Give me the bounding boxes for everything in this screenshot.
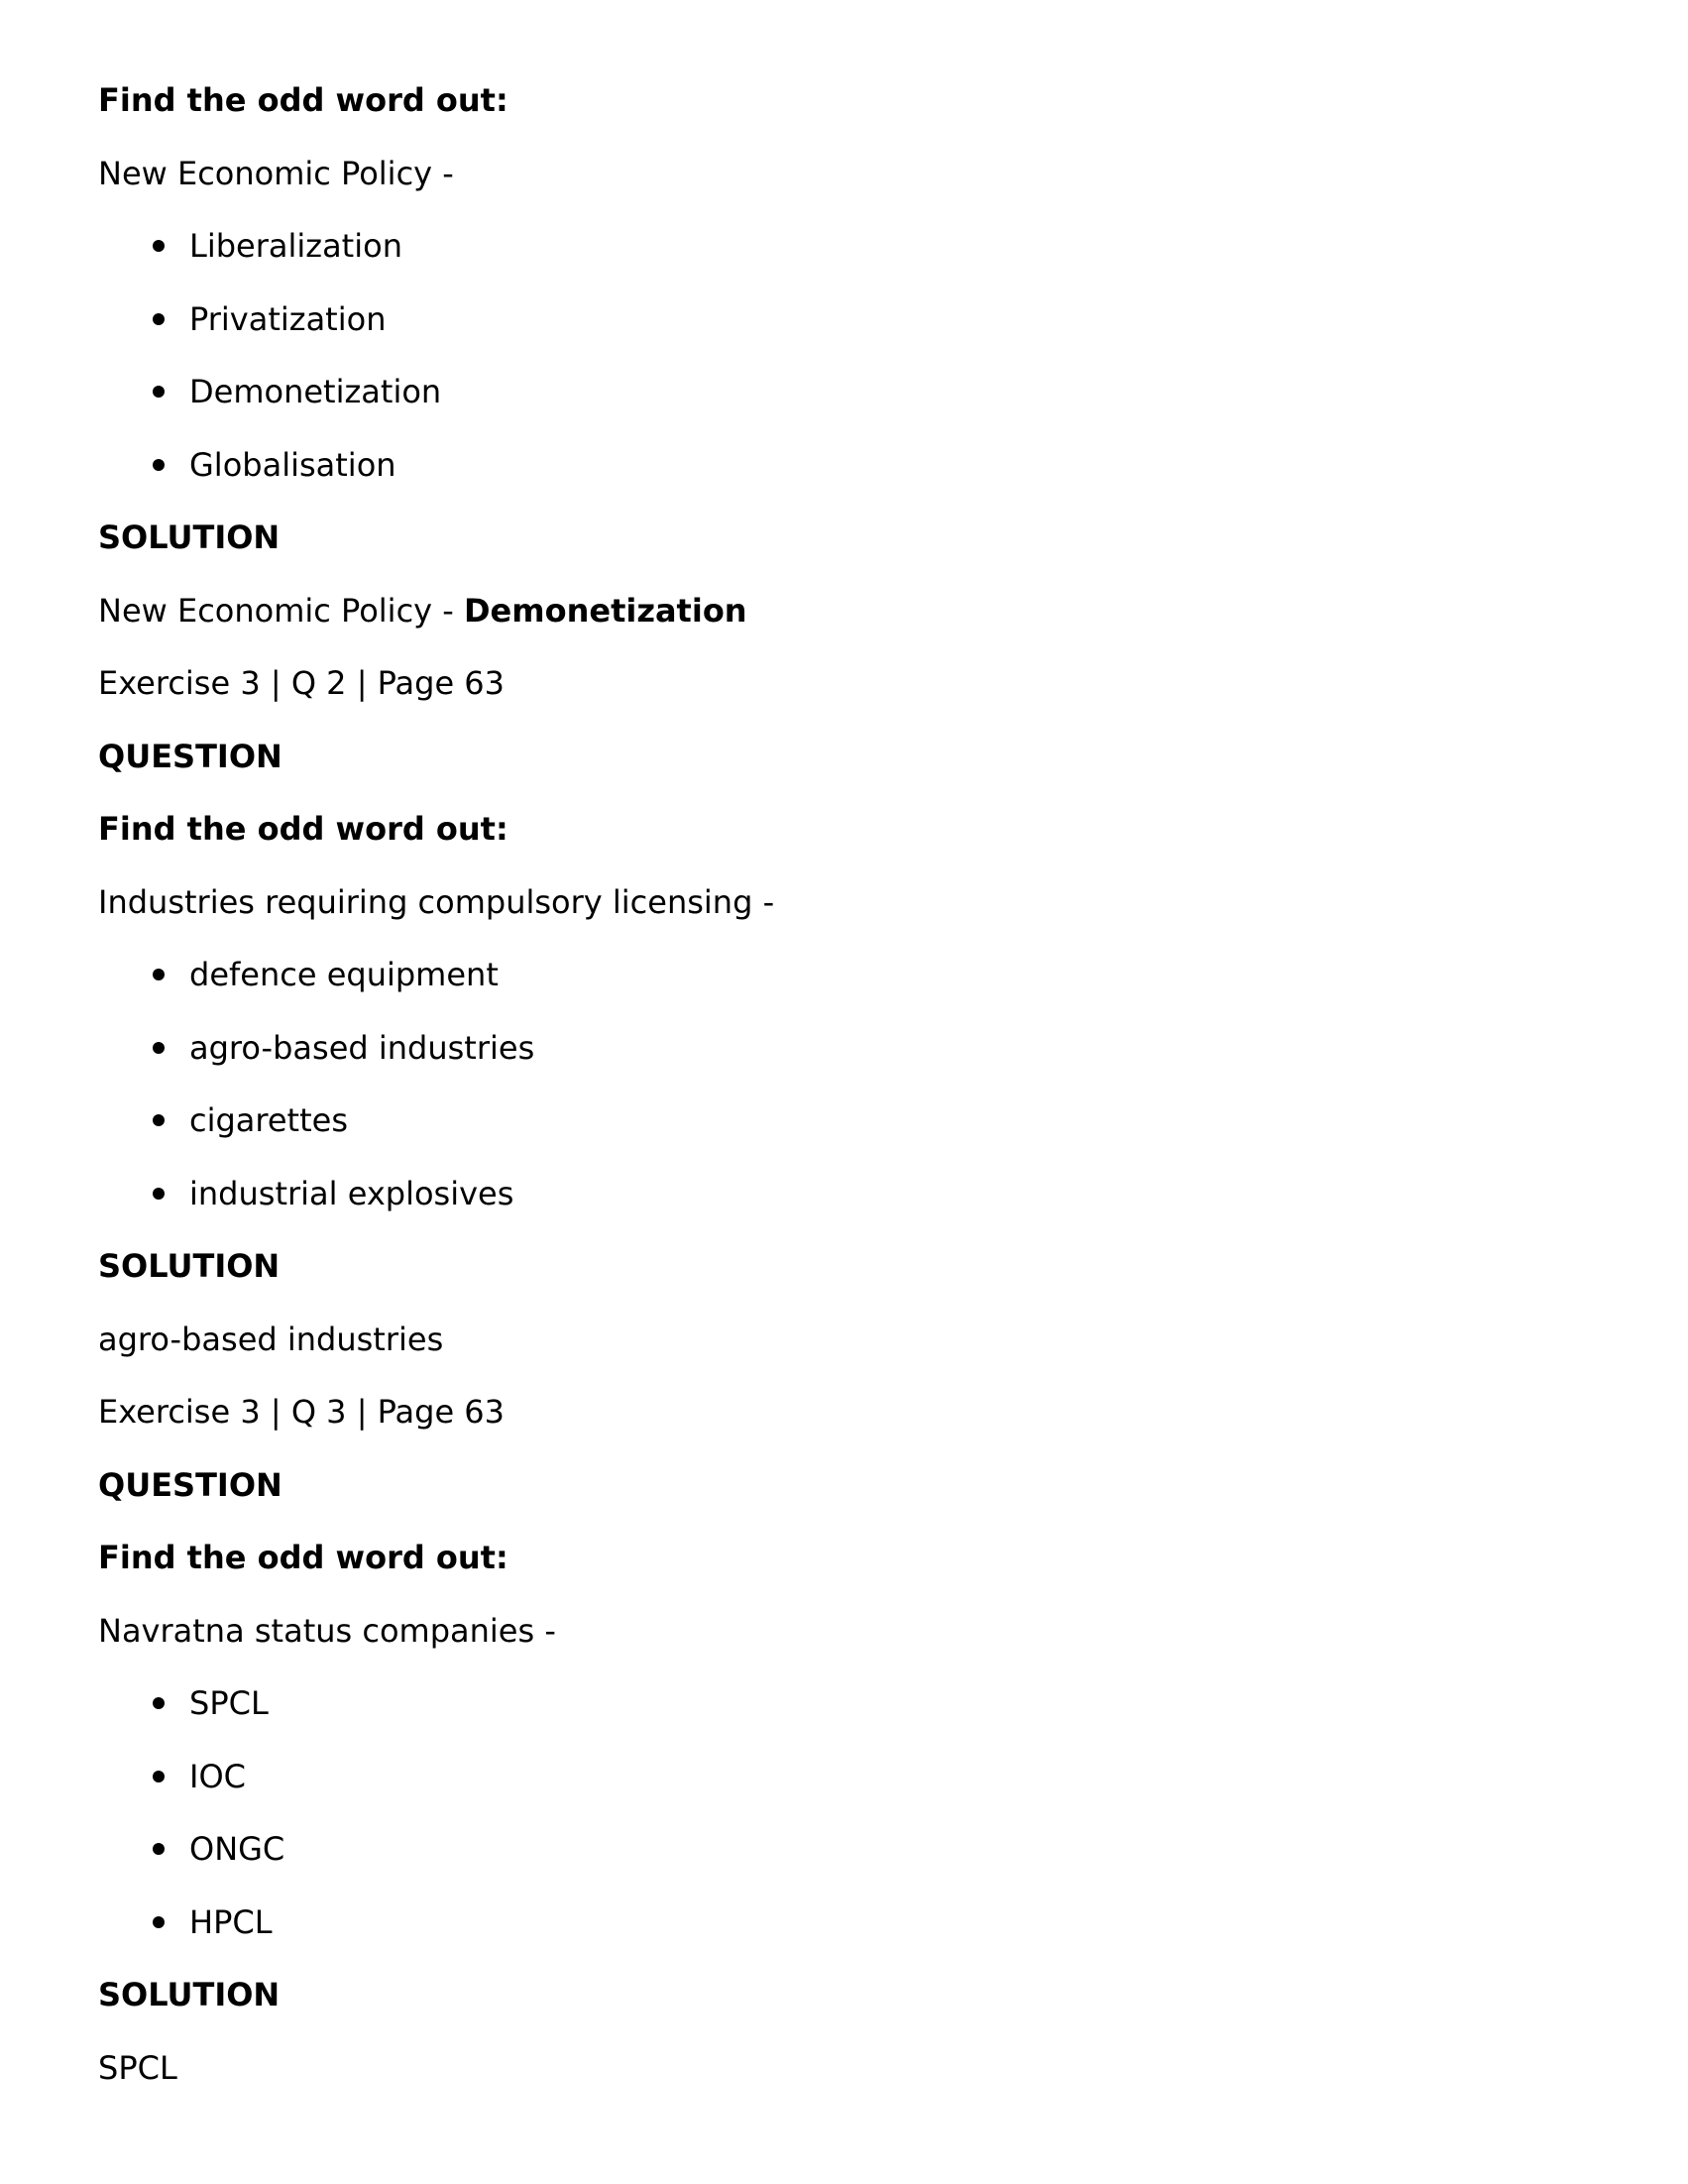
bullet-icon bbox=[153, 1916, 165, 1928]
option-item bbox=[98, 444, 1585, 517]
bullet-icon bbox=[153, 240, 165, 252]
option-text: agro-based industries bbox=[189, 1028, 535, 1067]
exercise-reference: Exercise 3 | Q 3 | Page 63 bbox=[98, 1393, 506, 1431]
option-text: HPCL bbox=[189, 1902, 273, 1941]
question-stem: Navratna status companies - bbox=[98, 1611, 556, 1650]
option-text: Globalisation bbox=[189, 445, 396, 484]
exercise-reference: Exercise 3 | Q 2 | Page 63 bbox=[98, 664, 506, 702]
document-page bbox=[98, 79, 1585, 2120]
solution-prefix: New Economic Policy - bbox=[98, 591, 464, 630]
option-item bbox=[98, 1682, 1585, 1756]
option-item bbox=[98, 1828, 1585, 1901]
solution-answer: Demonetization bbox=[463, 591, 747, 630]
option-text: IOC bbox=[189, 1757, 246, 1795]
option-text: industrial explosives bbox=[189, 1174, 514, 1212]
option-item bbox=[98, 954, 1585, 1027]
question-heading: Find the odd word out: bbox=[98, 810, 508, 848]
bullet-icon bbox=[153, 386, 165, 398]
option-item bbox=[98, 225, 1585, 298]
bullet-icon bbox=[153, 459, 165, 471]
question-label: QUESTION bbox=[98, 1465, 282, 1504]
option-text: cigarettes bbox=[189, 1101, 348, 1139]
option-text: Demonetization bbox=[189, 373, 442, 410]
option-item bbox=[98, 1099, 1585, 1173]
bullet-icon bbox=[153, 1843, 165, 1855]
solution-text bbox=[98, 590, 1585, 663]
option-text: ONGC bbox=[189, 1830, 285, 1868]
option-text: SPCL bbox=[189, 1684, 269, 1722]
option-text: Privatization bbox=[189, 299, 387, 338]
solution-label: SOLUTION bbox=[98, 1976, 281, 2013]
bullet-icon bbox=[153, 1042, 165, 1054]
question-stem: Industries requiring compulsory licensing - bbox=[98, 882, 775, 921]
solution-answer: SPCL bbox=[98, 2048, 177, 2087]
question-stem: New Economic Policy - bbox=[98, 154, 454, 192]
bullet-icon bbox=[153, 969, 165, 980]
bullet-icon bbox=[153, 1188, 165, 1200]
solution-label: SOLUTION bbox=[98, 1247, 281, 1285]
option-item bbox=[98, 1173, 1585, 1246]
solution-label: SOLUTION bbox=[98, 518, 281, 556]
question-heading: Find the odd word out: bbox=[98, 81, 508, 119]
option-item bbox=[98, 371, 1585, 444]
option-text: defence equipment bbox=[189, 956, 499, 993]
bullet-icon bbox=[153, 1114, 165, 1126]
option-item bbox=[98, 1756, 1585, 1829]
question-heading: Find the odd word out: bbox=[98, 1539, 508, 1576]
option-text: Liberalization bbox=[189, 227, 402, 265]
option-item bbox=[98, 298, 1585, 372]
bullet-icon bbox=[153, 313, 165, 325]
option-item bbox=[98, 1901, 1585, 1975]
option-item bbox=[98, 1027, 1585, 1100]
bullet-icon bbox=[153, 1697, 165, 1709]
solution-answer: agro-based industries bbox=[98, 1320, 444, 1358]
bullet-icon bbox=[153, 1771, 165, 1782]
question-label: QUESTION bbox=[98, 737, 282, 775]
